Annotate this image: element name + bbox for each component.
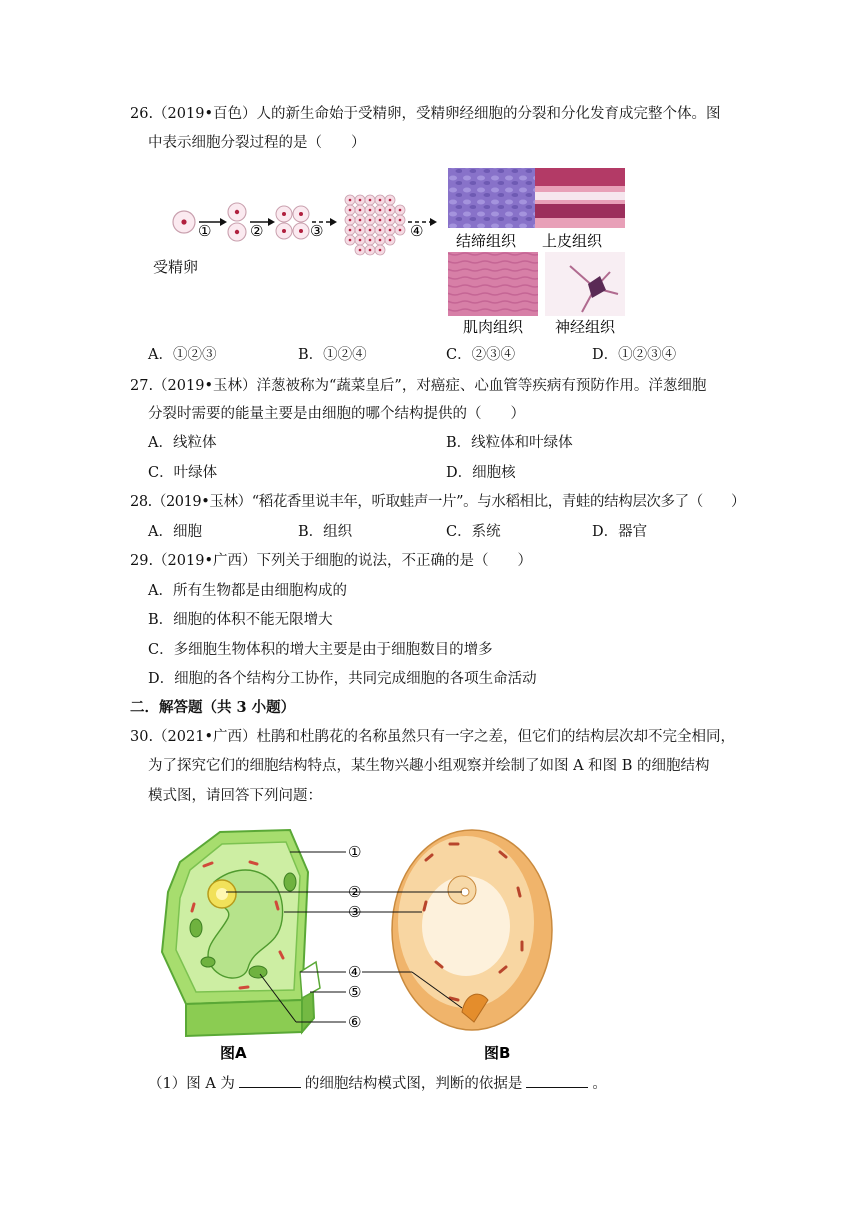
q28-stem: 28.（2019•玉林）“稻花香里说丰年，听取蛙声一片”。与水稻相比，青蛙的结构层次多了（ ） — [130, 494, 746, 510]
cluster-cell-nucleus — [369, 229, 372, 232]
four-cells — [276, 206, 309, 239]
q29-stem: 29.（2019•广西）下列关于细胞的说法，不正确的是（ ） — [130, 553, 533, 569]
connective-tissue-label: 结缔组织 — [456, 232, 517, 250]
cluster-cell-nucleus — [389, 219, 392, 222]
cluster-cell-nucleus — [369, 239, 372, 242]
cluster-cell-nucleus — [389, 199, 392, 202]
animal-cell-diagram — [392, 830, 552, 1030]
step-4-label: ④ — [410, 222, 424, 240]
q30-subquestion-1 — [148, 1073, 607, 1094]
cluster-cell-nucleus — [379, 199, 382, 202]
marker-1: ① — [348, 843, 362, 861]
q28-option-c[interactable]: C．系统 — [446, 524, 501, 540]
caption-figure-b: 图B — [484, 1044, 511, 1062]
epithelial-tissue-label: 上皮组织 — [542, 232, 603, 250]
q26-option-c[interactable]: C．②③④ — [446, 347, 516, 363]
egg-label: 受精卵 — [153, 258, 199, 276]
two-cells — [228, 203, 246, 241]
q30-stem-line1: 30.（2021•广西）杜鹃和杜鹃花的名称虽然只有一字之差，但它们的结构层次却不完全相同， — [130, 729, 736, 745]
q26-stem-line1: 26.（2019•百色）人的新生命始于受精卵，受精卵经细胞的分裂和分化发育成完整个体。图 — [130, 106, 721, 122]
q27-option-a[interactable]: A．线粒体 — [148, 435, 217, 451]
marker-3: ③ — [348, 903, 362, 921]
cluster-cell-nucleus — [389, 239, 392, 242]
cluster-cell-nucleus — [359, 219, 362, 222]
cluster-cell-nucleus — [359, 209, 362, 212]
marker-5: ⑤ — [348, 983, 362, 1001]
fertilized-egg — [173, 211, 195, 233]
q29-option-c[interactable]: C．多细胞生物体积的增大主要是由于细胞数目的增多 — [148, 642, 493, 658]
cluster-cell-nucleus — [359, 249, 362, 252]
plant-cell-diagram — [162, 830, 320, 1036]
q30-sub1-text-b: 的细胞结构模式图，判断的依据是 — [304, 1076, 523, 1092]
cluster-cell-nucleus — [399, 209, 402, 212]
q29-option-a[interactable]: A．所有生物都是由细胞构成的 — [148, 583, 347, 599]
q28-option-a[interactable]: A．细胞 — [148, 524, 202, 540]
q26-option-a[interactable]: A．①②③ — [148, 347, 217, 363]
q30-stem-line2: 为了探究它们的细胞结构特点，某生物兴趣小组观察并绘制了如图 A 和图 B 的细胞结构 — [148, 758, 710, 774]
q27-option-b[interactable]: B．线粒体和叶绿体 — [446, 435, 573, 451]
muscle-tissue-image — [448, 252, 538, 316]
cluster-cell-nucleus — [389, 209, 392, 212]
step-1-label: ① — [198, 222, 212, 240]
q26-cell-division-figure — [140, 162, 640, 342]
cluster-cell-nucleus — [369, 199, 372, 202]
marker-2: ② — [348, 883, 362, 901]
cluster-cell-nucleus — [369, 219, 372, 222]
step-2-label: ② — [250, 222, 264, 240]
section-title: 二．解答题（共 3 小题） — [130, 699, 296, 716]
cluster-cell-nucleus — [359, 199, 362, 202]
cluster-cell-nucleus — [349, 219, 352, 222]
cluster-cell-nucleus — [379, 209, 382, 212]
cell-cluster — [345, 195, 405, 255]
marker-4: ④ — [348, 963, 362, 981]
cluster-cell-nucleus — [379, 219, 382, 222]
cluster-cell-nucleus — [349, 239, 352, 242]
q29-option-d[interactable]: D．细胞的各个结构分工协作，共同完成细胞的各项生命活动 — [148, 671, 537, 687]
step-3-label: ③ — [310, 222, 324, 240]
q26-option-d[interactable]: D．①②③④ — [592, 347, 677, 363]
cluster-cell-nucleus — [349, 209, 352, 212]
q30-stem-line3: 模式图，请回答下列问题： — [148, 788, 322, 804]
answer-blank-2[interactable] — [526, 1073, 588, 1088]
marker-6: ⑥ — [348, 1013, 362, 1031]
q26-stem-line2: 中表示细胞分裂过程的是（ ） — [148, 135, 366, 151]
muscle-tissue-label: 肌肉组织 — [463, 318, 524, 336]
q27-stem-line2: 分裂时需要的能量主要是由细胞的哪个结构提供的（ ） — [148, 406, 525, 422]
nerve-tissue-label: 神经组织 — [555, 318, 616, 336]
epithelial-tissue-image — [535, 168, 625, 228]
answer-blank-1[interactable] — [239, 1073, 301, 1088]
cluster-cell-nucleus — [389, 229, 392, 232]
cluster-cell-nucleus — [359, 229, 362, 232]
q27-option-c[interactable]: C．叶绿体 — [148, 465, 218, 481]
cluster-cell-nucleus — [399, 229, 402, 232]
connective-tissue-image — [448, 168, 538, 228]
cluster-cell-nucleus — [369, 249, 372, 252]
cluster-cell-nucleus — [379, 229, 382, 232]
q27-stem-line1: 27.（2019•玉林）洋葱被称为“蔬菜皇后”，对癌症、心血管等疾病有预防作用。洋葱细胞 — [130, 378, 707, 394]
q30-sub1-text-a: （1）图 A 为 — [148, 1076, 235, 1092]
nerve-tissue-image — [545, 252, 625, 316]
cluster-cell-nucleus — [369, 209, 372, 212]
q30-cell-structure-figure — [150, 822, 570, 1066]
q29-option-b[interactable]: B．细胞的体积不能无限增大 — [148, 612, 333, 628]
q30-sub1-text-c: 。 — [592, 1076, 607, 1092]
cluster-cell-nucleus — [359, 239, 362, 242]
cluster-cell-nucleus — [399, 219, 402, 222]
q27-option-d[interactable]: D．细胞核 — [446, 465, 516, 481]
cluster-cell-nucleus — [379, 249, 382, 252]
caption-figure-a: 图A — [220, 1044, 247, 1062]
q28-option-d[interactable]: D．器官 — [592, 524, 648, 540]
cluster-cell-nucleus — [379, 239, 382, 242]
cluster-cell-nucleus — [349, 229, 352, 232]
q28-option-b[interactable]: B．组织 — [298, 524, 353, 540]
q26-option-b[interactable]: B．①②④ — [298, 347, 367, 363]
cluster-cell-nucleus — [349, 199, 352, 202]
